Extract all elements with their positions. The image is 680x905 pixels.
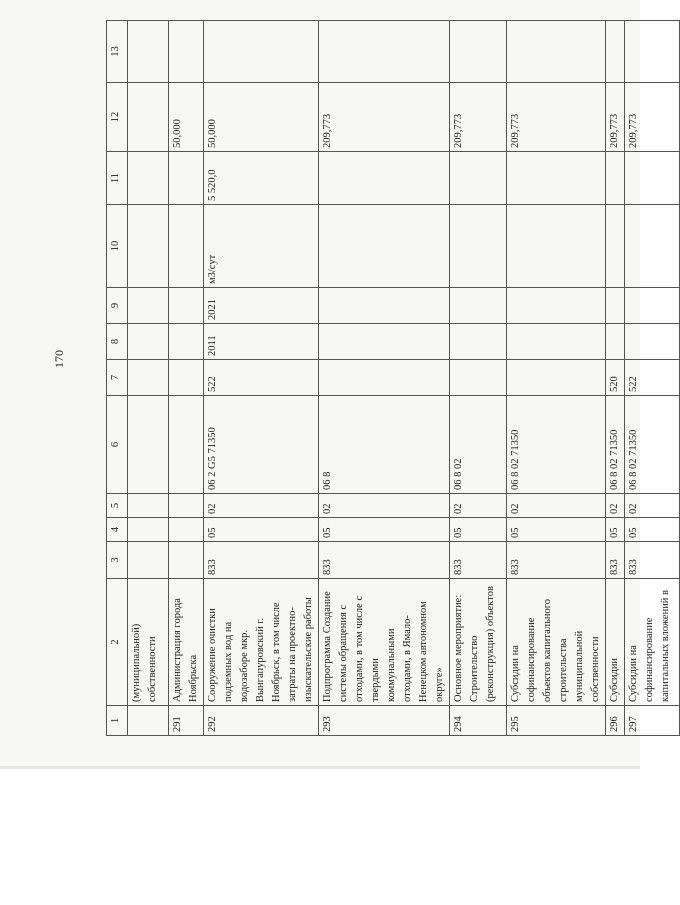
cell-ministry-code: 833 [450,542,507,579]
cell-capacity [450,152,507,205]
cell-capacity [606,152,625,205]
cell-capacity [319,152,450,205]
cell-amount: 209,773 [319,83,450,152]
cell-subsection: 02 [319,494,450,518]
cell-section: 05 [204,518,319,542]
cell-end-year [128,288,169,324]
scan-edge [0,766,640,769]
header-cell: 4 [107,518,128,542]
cell-name: Администрация города Ноябрьска [169,579,204,706]
cell-col13 [625,21,680,83]
cell-end-year [319,288,450,324]
cell-ministry-code: 833 [204,542,319,579]
cell-col13 [128,21,169,83]
header-cell: 3 [107,542,128,579]
cell-section: 05 [319,518,450,542]
cell-expense-type: 522 [204,360,319,396]
cell-expense-type [319,360,450,396]
cell-col13 [606,21,625,83]
cell-ministry-code: 833 [319,542,450,579]
cell-section: 05 [507,518,606,542]
cell-section: 05 [450,518,507,542]
cell-amount: 209,773 [606,83,625,152]
cell-amount: 209,773 [450,83,507,152]
cell-capacity [169,152,204,205]
cell-amount: 50,000 [169,83,204,152]
cell-capacity [507,152,606,205]
cell-unit [507,205,606,288]
cell-row-number: 295 [507,706,606,736]
cell-target-article [169,396,204,494]
cell-target-article: 06 8 [319,396,450,494]
header-cell: 1 [107,706,128,736]
budget-table [106,20,680,736]
cell-col13 [507,21,606,83]
cell-start-year [507,324,606,360]
table-row [450,21,507,736]
cell-row-number [128,706,169,736]
cell-amount: 50,000 [204,83,319,152]
header-cell: 10 [107,205,128,288]
table-row [128,21,169,736]
cell-unit [128,205,169,288]
cell-start-year [169,324,204,360]
header-cell: 6 [107,396,128,494]
cell-start-year [128,324,169,360]
cell-subsection: 02 [450,494,507,518]
cell-col13 [450,21,507,83]
table-row [606,21,625,736]
cell-unit [625,205,680,288]
cell-unit [319,205,450,288]
cell-name: Основное мероприятие: Строительство (реконструкция) объектов [450,579,507,706]
cell-end-year [606,288,625,324]
budget-table-container [106,21,671,736]
cell-target-article: 06 8 02 [450,396,507,494]
cell-amount: 209,773 [625,83,680,152]
cell-target-article [128,396,169,494]
cell-subsection: 02 [204,494,319,518]
cell-subsection [128,494,169,518]
header-cell: 11 [107,152,128,205]
cell-section: 05 [606,518,625,542]
cell-unit [606,205,625,288]
table-row [319,21,450,736]
header-cell: 8 [107,324,128,360]
page-number: 170 [52,350,66,368]
cell-subsection: 02 [606,494,625,518]
cell-ministry-code [128,542,169,579]
cell-target-article: 06 8 02 71350 [606,396,625,494]
cell-end-year: 2021 [204,288,319,324]
cell-unit [450,205,507,288]
cell-target-article: 06 2 G5 71350 [204,396,319,494]
header-cell: 13 [107,21,128,83]
cell-name: Сооружение очистки подземных вод на водозаборе мкр. Вынгапуровский г. Ноябрьск, в том числе затраты на проектно-изыскательские работы [204,579,319,706]
cell-start-year [606,324,625,360]
cell-name: Субсидии на софинансирование капитальных вложений в [625,579,680,706]
cell-end-year [169,288,204,324]
cell-start-year: 2011 [204,324,319,360]
cell-expense-type [169,360,204,396]
cell-row-number: 297 [625,706,680,736]
cell-row-number: 292 [204,706,319,736]
cell-row-number: 296 [606,706,625,736]
cell-section [128,518,169,542]
cell-unit [169,205,204,288]
cell-target-article: 06 8 02 71350 [507,396,606,494]
cell-expense-type: 520 [606,360,625,396]
cell-row-number: 291 [169,706,204,736]
cell-subsection [169,494,204,518]
cell-capacity [625,152,680,205]
cell-end-year [450,288,507,324]
table-row [204,21,319,736]
table-row [625,21,680,736]
cell-subsection: 02 [625,494,680,518]
cell-target-article: 06 8 02 71350 [625,396,680,494]
cell-expense-type [450,360,507,396]
cell-start-year [450,324,507,360]
cell-col13 [319,21,450,83]
cell-row-number: 293 [319,706,450,736]
cell-name: Подпрограмма Создание системы обращения с отходами, в том числе с твердыми коммунальными отходами, в Ямало-Ненецком автономном округе» [319,579,450,706]
cell-col13 [169,21,204,83]
cell-name: Субсидии на софинансирование объектов капитального строительства муниципальной собственности [507,579,606,706]
header-cell: 5 [107,494,128,518]
cell-end-year [625,288,680,324]
cell-ministry-code: 833 [606,542,625,579]
cell-ministry-code: 833 [625,542,680,579]
header-row [107,21,128,736]
cell-row-number: 294 [450,706,507,736]
cell-start-year [625,324,680,360]
header-cell: 2 [107,579,128,706]
header-cell: 7 [107,360,128,396]
cell-expense-type [507,360,606,396]
cell-col13 [204,21,319,83]
cell-ministry-code [169,542,204,579]
cell-amount: 209,773 [507,83,606,152]
cell-capacity: 5 520,0 [204,152,319,205]
cell-capacity [128,152,169,205]
cell-end-year [507,288,606,324]
cell-name: Субсидии [606,579,625,706]
cell-section: 05 [625,518,680,542]
cell-unit: м3/сут [204,205,319,288]
cell-subsection: 02 [507,494,606,518]
header-cell: 12 [107,83,128,152]
cell-name: (муниципальной) собственности [128,579,169,706]
table-row [507,21,606,736]
header-cell: 9 [107,288,128,324]
cell-section [169,518,204,542]
cell-expense-type: 522 [625,360,680,396]
cell-ministry-code: 833 [507,542,606,579]
cell-amount [128,83,169,152]
table-row [169,21,204,736]
cell-start-year [319,324,450,360]
cell-expense-type [128,360,169,396]
